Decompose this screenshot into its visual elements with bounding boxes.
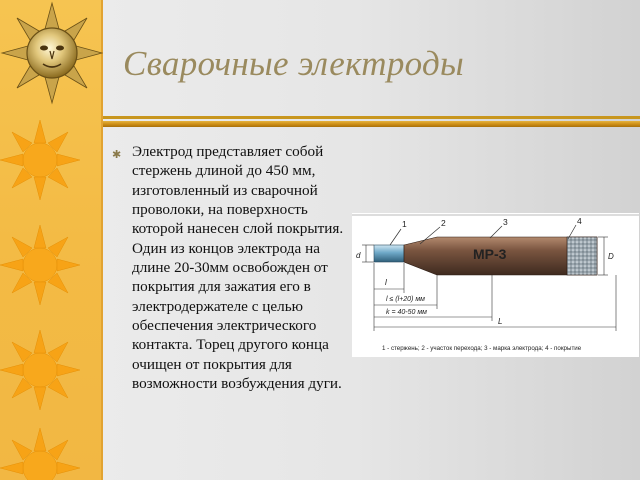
L-label: L [498, 317, 503, 326]
sun-icon [0, 428, 80, 480]
marker-4: 4 [577, 216, 582, 226]
body-text: Электрод представляет собой стержень длиной до 450 мм, изготовленный из сварочной проволоки, на поверхность которой нанесен слой покрытия. Один из концов электрода на длине 20-30мм освобожден от покрытия для зажатия его в электродержателе с целью обеспечения электрического контакта. Торец другого конца очищен от покрытия для возможности возбуждения дуги. [132, 143, 344, 393]
slide-title: Сварочные электроды [123, 44, 465, 83]
electrode-diagram [352, 213, 639, 357]
marker-1: 1 [402, 219, 407, 229]
d-label: d [356, 251, 361, 260]
sun-icon [0, 330, 80, 410]
star-bullet-icon: ✱ [112, 148, 122, 161]
sun-icon [0, 120, 80, 200]
l-range-label: l ≤ (l+20) мм [386, 296, 425, 303]
D-label: D [608, 252, 614, 261]
marker-2: 2 [441, 218, 446, 228]
sun-face-icon [2, 3, 102, 103]
l-label: l [385, 278, 387, 287]
title-divider [103, 116, 640, 130]
decorative-sidebar [0, 0, 103, 480]
electrode-stem [374, 245, 404, 262]
electrode-tip [567, 237, 597, 275]
marker-3: 3 [503, 217, 508, 227]
diagram-caption: 1 - стержень; 2 - участок перехода; 3 - марка электрода; 4 - покрытие [382, 345, 582, 352]
brand-label: МР-3 [473, 246, 507, 262]
k-range-label: k = 40-50 мм [386, 309, 427, 316]
sun-icon [0, 225, 80, 305]
